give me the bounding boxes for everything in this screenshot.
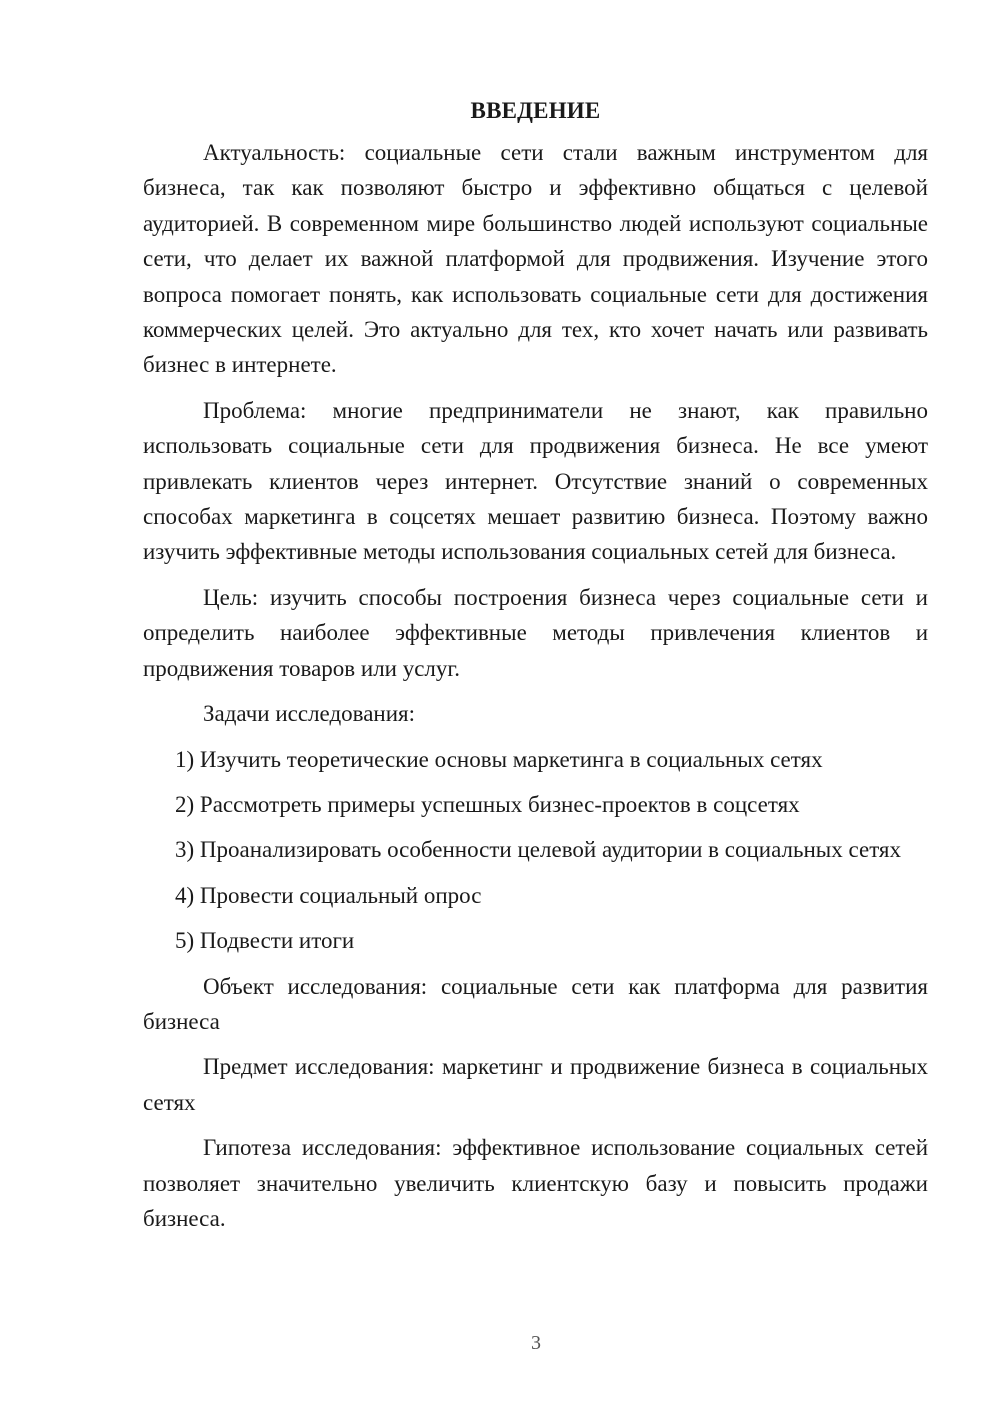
page-number: 3	[531, 1332, 541, 1354]
task-item: 5) Подвести итоги	[175, 928, 355, 954]
object-paragraph: Объект исследования: социальные сети как платформа для развития бизнеса	[143, 973, 928, 1034]
hypothesis-paragraph: Гипотеза исследования: эффективное использование социальных сетей позволяет значительно увеличить клиентскую базу и повысить продажи бизнеса.	[143, 1135, 928, 1231]
tasks-heading: Задачи исследования:	[203, 701, 416, 727]
problem-paragraph: Проблема: многие предприниматели не знают, как правильно использовать социальные сети для продвижения бизнеса. Не все умеют привлекать клиентов через интернет. Отсутствие знаний о современных способах маркетинга в соцсетях мешает развитию бизнеса. Поэтому важно изучить эффективные методы использования социальных сетей для бизнеса.	[143, 397, 928, 565]
subject-paragraph: Предмет исследования: маркетинг и продвижение бизнеса в социальных сетях	[143, 1054, 928, 1115]
page-content	[143, 96, 928, 1246]
section-title: ВВЕДЕНИЕ	[470, 98, 601, 123]
goal-paragraph: Цель: изучить способы построения бизнеса через социальные сети и определить наиболее эффективные методы привлечения клиентов и продвижения товаров или услуг.	[143, 584, 928, 681]
task-item: 3) Проанализировать особенности целевой аудитории в социальных сетях	[175, 837, 902, 863]
task-item: 2) Рассмотреть примеры успешных бизнес-проектов в соцсетях	[175, 791, 800, 817]
relevance-paragraph: Актуальность: социальные сети стали важным инструментом для бизнеса, так как позволяют быстро и эффективно общаться с целевой аудиторией. В современном мире большинство людей используют социальные сети, что делает их важной платформой для продвижения. Изучение этого вопроса помогает понять, как использовать социальные сети для достижения коммерческих целей. Это актуально для тех, кто хочет начать или развивать бизнес в интернете.	[143, 140, 928, 378]
tasks-list	[143, 742, 928, 959]
task-item: 1) Изучить теоретические основы маркетинга в социальных сетях	[175, 746, 823, 772]
task-item: 4) Провести социальный опрос	[175, 882, 482, 908]
